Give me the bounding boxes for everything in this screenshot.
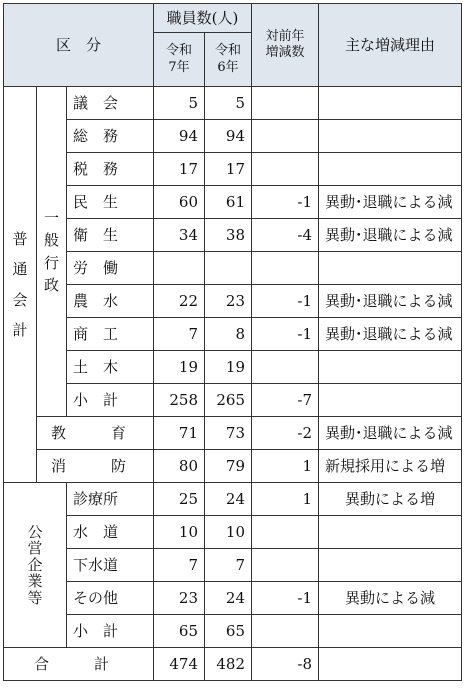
cell-r6: 17	[205, 153, 252, 186]
cell-diff: -8	[252, 648, 319, 681]
cell-r7	[154, 252, 205, 285]
table-row-subtotal-general	[4, 384, 462, 417]
table-row-minsei	[4, 186, 462, 219]
table-row-nosui	[4, 285, 462, 318]
cell-reason	[319, 252, 462, 285]
cell-r6: 79	[205, 450, 252, 483]
header-staff-count: 職員数(人)	[154, 4, 252, 33]
table-row-sonota	[4, 582, 462, 615]
cell-reason: 異動･退職による減	[319, 219, 462, 252]
staff-count-table	[3, 3, 462, 681]
cell-diff	[252, 615, 319, 648]
cell-r6: 24	[205, 582, 252, 615]
cell-reason: 新規採用による増	[319, 450, 462, 483]
cell-r7: 5	[154, 87, 205, 120]
cell-r7: 19	[154, 351, 205, 384]
cell-r7: 22	[154, 285, 205, 318]
table-row-somu	[4, 120, 462, 153]
cell-r6: 38	[205, 219, 252, 252]
cell-r7: 23	[154, 582, 205, 615]
cell-diff: -1	[252, 186, 319, 219]
cell-diff: 1	[252, 483, 319, 516]
row-label: 議 会	[67, 87, 154, 120]
cell-r7: 60	[154, 186, 205, 219]
cell-reason	[319, 516, 462, 549]
cell-r7: 7	[154, 318, 205, 351]
table-row-rodo	[4, 252, 462, 285]
cell-r7: 258	[154, 384, 205, 417]
table-row-shobo	[4, 450, 462, 483]
row-label: 税 務	[67, 153, 154, 186]
cell-diff: -7	[252, 384, 319, 417]
cell-diff	[252, 549, 319, 582]
cell-r7: 7	[154, 549, 205, 582]
table-row-zeimu	[4, 153, 462, 186]
row-label: 教 育	[37, 417, 154, 450]
cell-r6: 24	[205, 483, 252, 516]
staff-table-container	[3, 3, 462, 681]
row-label: 下水道	[67, 549, 154, 582]
row-label: 労 働	[67, 252, 154, 285]
row-label: 小 計	[67, 615, 154, 648]
cell-diff: -1	[252, 318, 319, 351]
header-reason: 主な増減理由	[319, 4, 462, 87]
row-label: 消 防	[37, 450, 154, 483]
cell-reason: 異動･退職による減	[319, 285, 462, 318]
cell-reason: 異動･退職による減	[319, 417, 462, 450]
cell-reason	[319, 384, 462, 417]
cell-reason: 異動による増	[319, 483, 462, 516]
cell-reason: 異動･退職による減	[319, 318, 462, 351]
cell-reason	[319, 648, 462, 681]
cell-r6: 10	[205, 516, 252, 549]
header-year-current: 令和 7年	[154, 33, 205, 87]
cell-r6: 73	[205, 417, 252, 450]
header-year-prev: 令和 6年	[205, 33, 252, 87]
cell-r7: 65	[154, 615, 205, 648]
table-row-doboku	[4, 351, 462, 384]
cell-r6: 94	[205, 120, 252, 153]
cell-reason: 異動による減	[319, 582, 462, 615]
cell-reason	[319, 615, 462, 648]
cell-r7: 10	[154, 516, 205, 549]
row-label: 民 生	[67, 186, 154, 219]
row-label: 水 道	[67, 516, 154, 549]
cell-r7: 80	[154, 450, 205, 483]
table-row-gikai	[4, 87, 462, 120]
table-row-kyoiku	[4, 417, 462, 450]
header-category: 区 分	[4, 4, 154, 87]
cell-r7: 71	[154, 417, 205, 450]
cell-reason	[319, 87, 462, 120]
header-diff: 対前年 増減数	[252, 4, 319, 87]
table-row-subtotal-enterprise	[4, 615, 462, 648]
cell-r6: 482	[205, 648, 252, 681]
row-label: 土 木	[67, 351, 154, 384]
cell-diff	[252, 516, 319, 549]
group-ordinary-account: 普 通 会 計	[4, 87, 37, 483]
group-general-admin: 一 般 行 政	[37, 87, 67, 417]
cell-diff: -2	[252, 417, 319, 450]
cell-diff: 1	[252, 450, 319, 483]
row-label: 商 工	[67, 318, 154, 351]
cell-diff: -1	[252, 285, 319, 318]
cell-r6: 61	[205, 186, 252, 219]
cell-r7: 94	[154, 120, 205, 153]
cell-r7: 34	[154, 219, 205, 252]
table-row-shinryo	[4, 483, 462, 516]
cell-r7: 25	[154, 483, 205, 516]
cell-diff	[252, 252, 319, 285]
row-label: 小 計	[67, 384, 154, 417]
cell-r6: 5	[205, 87, 252, 120]
cell-r6: 23	[205, 285, 252, 318]
cell-diff	[252, 120, 319, 153]
row-label: 診療所	[67, 483, 154, 516]
cell-diff	[252, 153, 319, 186]
cell-diff: -4	[252, 219, 319, 252]
cell-diff	[252, 351, 319, 384]
table-row-total	[4, 648, 462, 681]
cell-diff	[252, 87, 319, 120]
cell-r6: 265	[205, 384, 252, 417]
group-public-enterprise: 公 営 企 業 等	[4, 483, 67, 648]
cell-r6: 19	[205, 351, 252, 384]
cell-diff: -1	[252, 582, 319, 615]
row-label: 農 水	[67, 285, 154, 318]
table-row-eisei	[4, 219, 462, 252]
cell-r7: 17	[154, 153, 205, 186]
cell-reason	[319, 351, 462, 384]
cell-reason: 異動･退職による減	[319, 186, 462, 219]
cell-r7: 474	[154, 648, 205, 681]
row-label: 総 務	[67, 120, 154, 153]
cell-r6: 7	[205, 549, 252, 582]
cell-r6: 8	[205, 318, 252, 351]
cell-reason	[319, 120, 462, 153]
table-row-shoko	[4, 318, 462, 351]
cell-r6: 65	[205, 615, 252, 648]
cell-r6	[205, 252, 252, 285]
row-label: その他	[67, 582, 154, 615]
table-row-suido	[4, 516, 462, 549]
cell-reason	[319, 549, 462, 582]
cell-reason	[319, 153, 462, 186]
table-row-gesui	[4, 549, 462, 582]
row-label: 衛 生	[67, 219, 154, 252]
row-label: 合 計	[4, 648, 154, 681]
